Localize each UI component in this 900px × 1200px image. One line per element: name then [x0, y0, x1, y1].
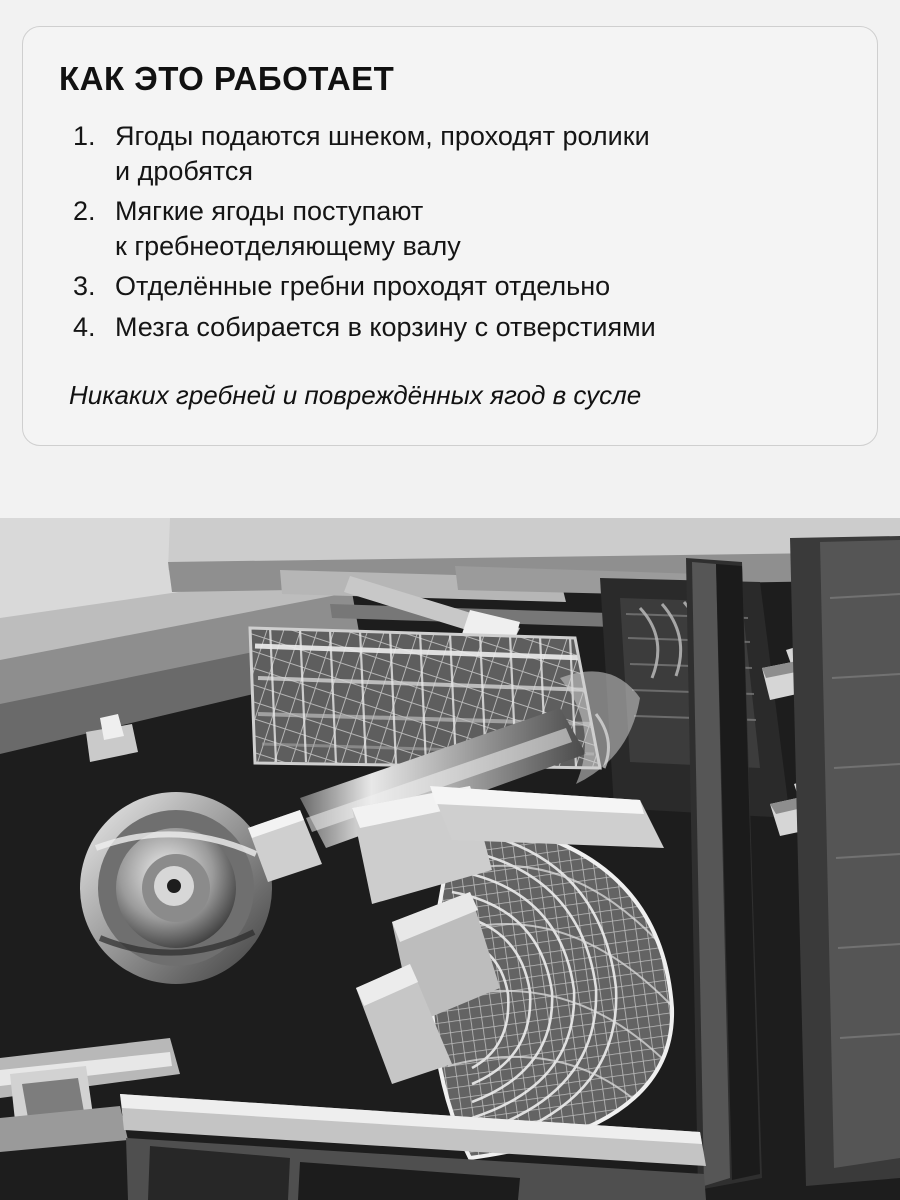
step-text-continued: к гребнеотделяющему валу	[115, 230, 461, 261]
machine-photo	[0, 518, 900, 1200]
list-item	[69, 310, 839, 345]
page-title: КАК ЭТО РАБОТАЕТ	[59, 60, 395, 97]
summary-note: Никаких гребней и повреждённых ягод в сусле	[69, 379, 642, 410]
how-it-works-card	[22, 26, 878, 446]
step-text: Отделённые гребни проходят отдельно	[115, 271, 611, 302]
steps-list	[59, 119, 839, 344]
step-text-continued: и дробятся	[115, 155, 254, 186]
step-text: Мезга собирается в корзину с отверстиями	[115, 312, 656, 343]
step-text: Мягкие ягоды поступают	[115, 196, 424, 227]
step-text: Ягоды подаются шнеком, проходят ролики	[115, 121, 650, 152]
list-item	[69, 119, 839, 188]
list-item	[69, 269, 839, 304]
list-item	[69, 194, 839, 263]
